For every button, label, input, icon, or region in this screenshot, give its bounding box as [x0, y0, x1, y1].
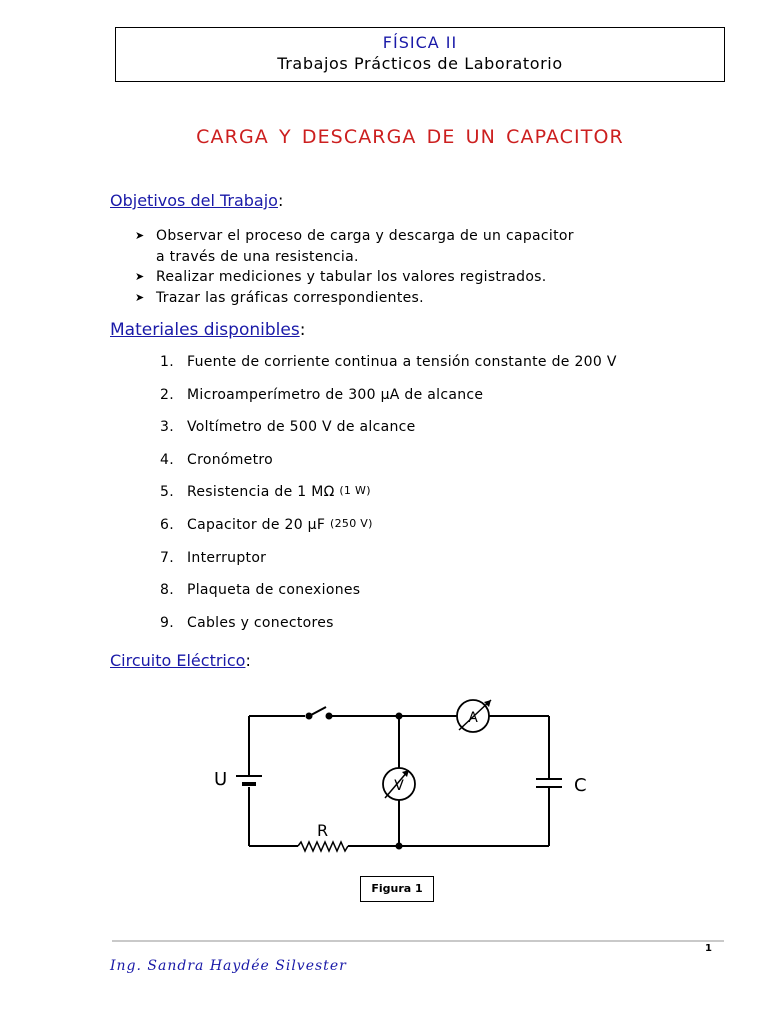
page-number: 1	[705, 943, 712, 954]
objective-item	[135, 226, 574, 247]
source-label: U	[214, 769, 228, 790]
switch-contact	[327, 714, 332, 719]
arrow-bullet-icon: ➤	[135, 270, 145, 283]
material-item: 6. Capacitor de 20 μF (250 V)	[160, 516, 373, 533]
header-box	[115, 27, 725, 82]
document-title: CARGA Y DESCARGA DE UN CAPACITOR	[196, 126, 624, 148]
circuit-heading-text: Circuito Eléctrico	[110, 651, 246, 670]
objective-item-continuation	[135, 247, 574, 268]
material-item: 2. Microamperímetro de 300 μA de alcance	[160, 386, 484, 403]
material-item: 3. Voltímetro de 500 V de alcance	[160, 419, 416, 436]
arrow-bullet-icon: ➤	[135, 290, 145, 304]
objectives-list	[135, 226, 574, 308]
voltmeter-label: V	[394, 778, 404, 794]
resistor-label: R	[317, 821, 329, 840]
junction-dot	[396, 713, 403, 720]
objectives-heading: Objetivos del Trabajo:	[110, 191, 284, 210]
objective-text: Trazar las gráficas correspondientes.	[156, 289, 424, 306]
material-item: 5. Resistencia de 1 MΩ (1 W)	[160, 484, 371, 501]
material-item: 9. Cables y conectores	[160, 614, 334, 631]
circuit-heading: Circuito Eléctrico:	[110, 651, 251, 670]
figure-caption: Figura 1	[360, 876, 434, 902]
materials-heading-text: Materiales disponibles	[110, 320, 300, 340]
objective-text: a través de una resistencia.	[156, 248, 359, 265]
circuit-diagram	[0, 690, 768, 865]
objective-text: Observar el proceso de carga y descarga de un capacitor	[156, 228, 574, 244]
course-subject: FÍSICA II	[382, 33, 458, 52]
ammeter-label: A	[468, 710, 478, 726]
junction-dot	[396, 843, 403, 850]
materials-heading: Materiales disponibles:	[110, 320, 306, 340]
material-item: 8. Plaqueta de conexiones	[160, 582, 361, 599]
objective-item	[135, 288, 574, 309]
material-item: 4. Cronómetro	[160, 451, 273, 468]
arrow-bullet-icon: ➤	[135, 229, 145, 242]
course-subtitle: Trabajos Prácticos de Laboratorio	[277, 54, 563, 73]
objective-item	[135, 267, 574, 288]
objectives-heading-text: Objetivos del Trabajo	[110, 191, 278, 210]
footer-divider	[112, 940, 724, 942]
author-signature: Ing. Sandra Haydée Silvester	[110, 958, 347, 974]
materials-list	[160, 354, 617, 647]
material-item: 1. Fuente de corriente continua a tensión constante de 200 V	[160, 354, 617, 370]
switch-blade	[311, 707, 326, 715]
capacitor-label: C	[574, 775, 587, 796]
resistor-symbol	[298, 842, 348, 851]
objective-text: Realizar mediciones y tabular los valores registrados.	[156, 269, 547, 285]
material-item: 7. Interruptor	[160, 549, 267, 566]
